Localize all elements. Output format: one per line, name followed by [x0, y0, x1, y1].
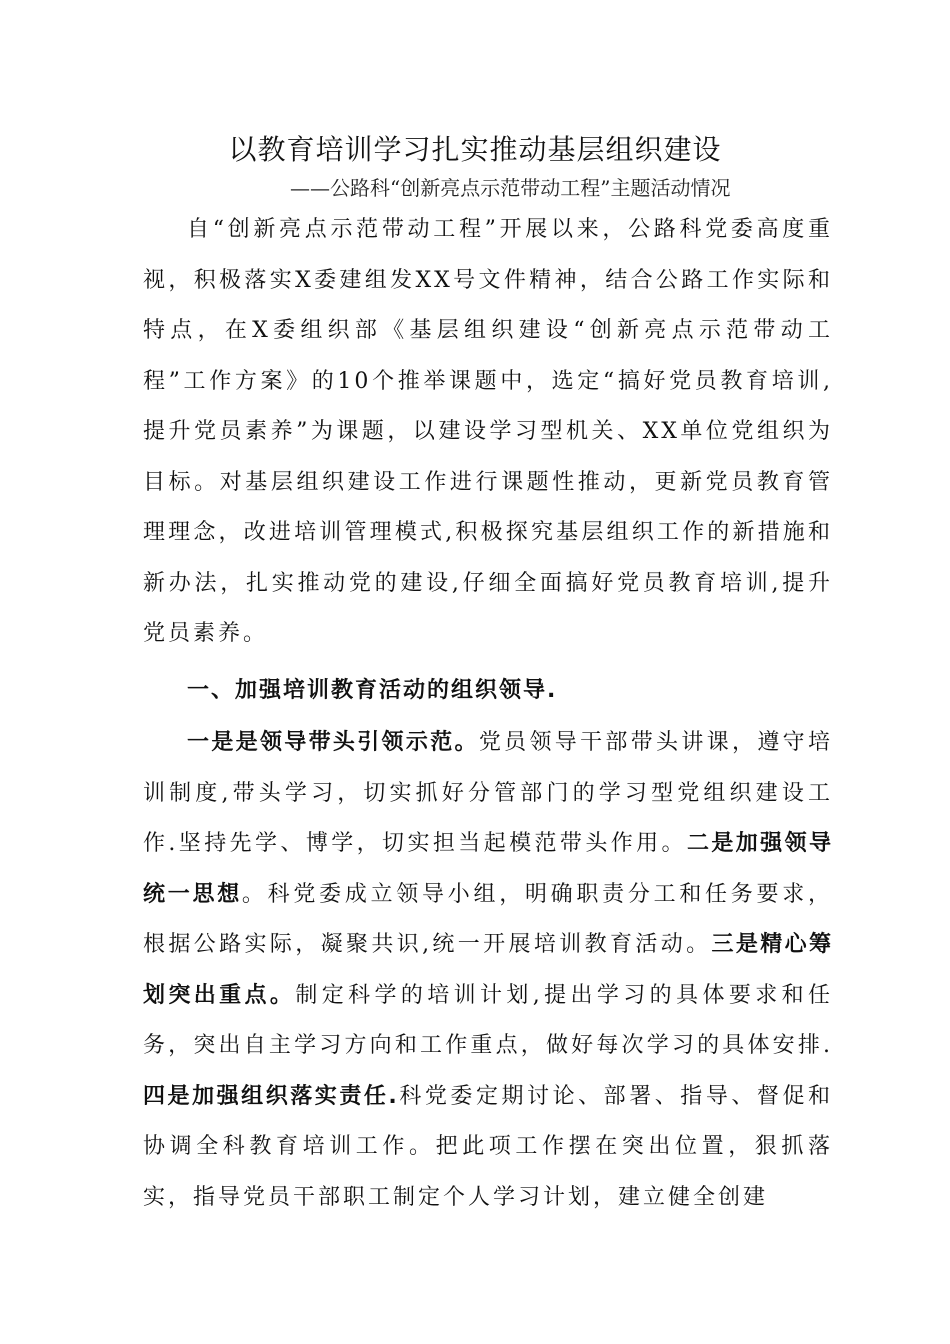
point-lead-1: 一是是领导带头引领示范。	[187, 730, 479, 755]
point-text-4: 科党委定期讨论、部署、指导、督促和协调全科教育培训工作。把此项工作摆在突出位置，狠抓落实，指导党员干部职工制定个人学习计划，建立健全创建	[143, 1083, 833, 1210]
document-title: 以教育培训学习扎实推动基层组织建设	[228, 133, 722, 166]
point-lead-2: 二是加强领导统一思想	[143, 831, 833, 907]
document-body	[143, 205, 833, 1223]
document-subtitle: ——公路科“创新亮点示范带动工程”主题活动情况	[290, 176, 731, 200]
point-text-2: 。科党委成立领导小组，明确职责分工和任务要求，根据公路实际，凝聚共识,统一开展培训教育活动。	[143, 881, 833, 957]
point-text-3: 制定科学的培训计划,提出学习的具体要求和任务，突出自主学习方向和工作重点，做好每次学习的具体安排.	[143, 982, 833, 1058]
point-text-1: 党员领导干部带头讲课，遵守培训制度,带头学习，切实抓好分管部门的学习型党组织建设工作.坚持先学、博学，切实担当起模范带头作用。	[143, 730, 833, 856]
point-lead-4: 四是加强组织落实责任.	[143, 1083, 399, 1109]
point-lead-3: 三是精心筹划突出重点。	[143, 932, 833, 1008]
section-paragraph-1	[143, 718, 833, 1223]
section-heading-1: 一、加强培训教育活动的组织领导.	[187, 677, 558, 703]
intro-paragraph: 自“创新亮点示范带动工程”开展以来，公路科党委高度重视，积极落实X委建组发XX号文件精神，结合公路工作实际和特点，在X委组织部《基层组织建设“创新亮点示范带动工程”工作方案》的10个推举课题中，选定“搞好党员教育培训,提升党员素养”为课题，以建设学习型机关、XX单位党组织为目标。对基层组织建设工作进行课题性推动，更新党员教育管理理念，改进培训管理模式,积极探究基层组织工作的新措施和新办法，扎实推动党的建设,仔细全面搞好党员教育培训,提升党员素养。	[143, 217, 833, 646]
